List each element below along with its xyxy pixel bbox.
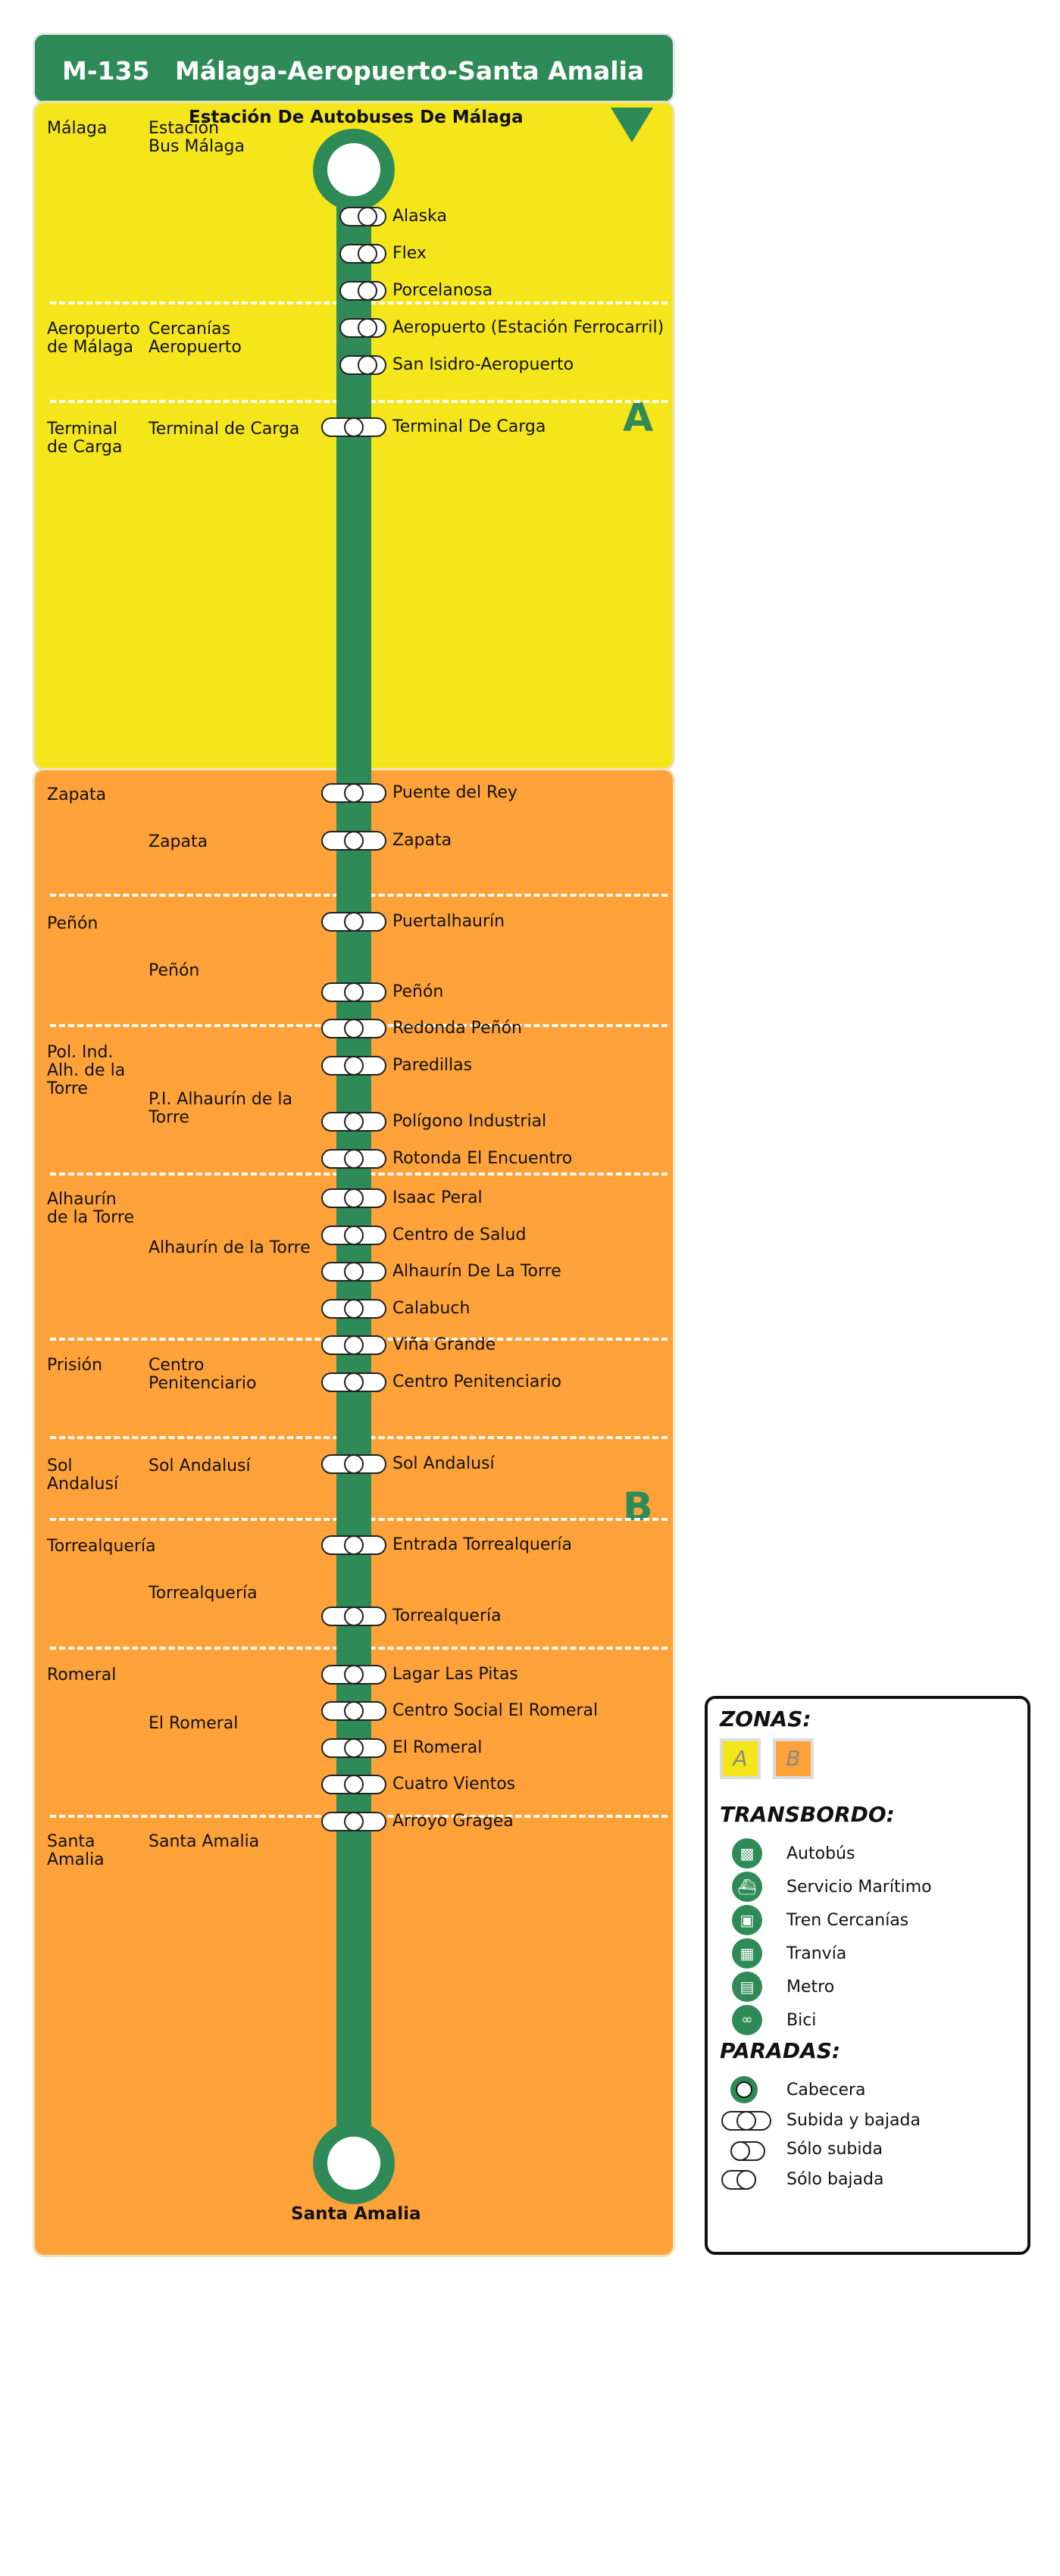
terminal-start-label: Estación De Autobuses De Málaga <box>189 108 524 127</box>
legend-box <box>705 1696 1030 2255</box>
stop-label: Puertalhaurín <box>392 912 505 931</box>
stop-label: Calabuch <box>392 1299 471 1318</box>
stop-label: Torrealquería <box>392 1606 502 1625</box>
stop-marker <box>321 1454 386 1474</box>
subida-bajada-icon <box>721 2109 771 2132</box>
stop-marker <box>321 1112 386 1132</box>
nucleo-label: Santa Amalia <box>149 1832 260 1851</box>
nucleo-label: Cercanías Aeropuerto <box>149 320 242 357</box>
legend-transbordo-item: Tren Cercanías <box>786 1911 909 1930</box>
stop-label: Centro de Salud <box>392 1226 527 1244</box>
legend-transbordo-item: Bici <box>786 2011 817 2030</box>
nucleo-label: Sol Andalusí <box>149 1457 251 1475</box>
stop-label: Isaac Peral <box>392 1188 483 1207</box>
legend-paradas-title: PARADAS: <box>720 2038 841 2063</box>
nucleo-label: Estación Bus Málaga <box>149 119 245 156</box>
municipality-label: Zapata <box>47 785 107 804</box>
bus-icon: ▩ <box>732 1838 762 1869</box>
stop-marker <box>321 417 386 437</box>
stop-marker <box>321 831 386 851</box>
nucleo-label: Centro Penitenciario <box>149 1356 257 1393</box>
municipality-label: Torrealquería <box>47 1537 156 1556</box>
terminal-start-marker <box>313 129 395 211</box>
stop-marker <box>339 318 386 338</box>
municipality-label: Pol. Ind. Alh. de la Torre <box>47 1043 126 1098</box>
stop-marker <box>321 982 386 1002</box>
nucleo-label: Zapata <box>149 832 208 851</box>
legend-transbordo-title: TRANSBORDO: <box>720 1802 895 1827</box>
solo-bajada-icon <box>721 2169 759 2191</box>
municipality-label: Romeral <box>47 1666 117 1685</box>
ferry-icon: ⛴ <box>732 1872 762 1902</box>
stop-label: Lagar Las Pitas <box>392 1665 518 1684</box>
stop-marker <box>321 1149 386 1169</box>
municipality-label: Terminal de Carga <box>47 420 123 457</box>
terminal-end-label: Santa Amalia <box>291 2204 421 2224</box>
stop-marker <box>321 1056 386 1076</box>
zone-b-label: B <box>623 1485 653 1530</box>
stop-label: Aeropuerto (Estación Ferrocarril) <box>392 318 664 337</box>
legend-zonas-title: ZONAS: <box>720 1706 811 1731</box>
stop-marker <box>321 912 386 932</box>
stop-label: Flex <box>392 244 427 263</box>
legend-zone-b-swatch: B <box>773 1738 814 1779</box>
municipality-label: Málaga <box>47 119 108 138</box>
solo-subida-icon <box>730 2140 768 2162</box>
legend-transbordo-item: Metro <box>786 1978 835 1997</box>
municipality-label: Peñón <box>47 914 98 933</box>
stop-label: Rotonda El Encuentro <box>392 1149 573 1168</box>
stop-label: San Isidro-Aeropuerto <box>392 355 574 374</box>
stop-label: El Romeral <box>392 1738 483 1757</box>
municipality-label: Prisión <box>47 1356 103 1375</box>
bicycle-icon: ∞ <box>732 2005 762 2035</box>
nucleo-label: Torrealquería <box>149 1584 258 1603</box>
stop-marker <box>321 1665 386 1685</box>
nucleo-label: Terminal de Carga <box>149 420 300 439</box>
stop-label: Alhaurín De La Torre <box>392 1262 561 1281</box>
stop-marker <box>321 1812 386 1831</box>
legend-parada-item: Sólo subida <box>786 2140 883 2159</box>
stop-label: Arroyo Gragea <box>392 1812 514 1831</box>
stop-label: Sol Andalusí <box>392 1454 495 1473</box>
stop-marker <box>339 207 386 226</box>
route-title: Málaga-Aeropuerto-Santa Amalia <box>175 56 645 86</box>
nucleo-label: El Romeral <box>149 1714 239 1733</box>
stop-marker <box>321 1335 386 1355</box>
stop-marker <box>321 1226 386 1245</box>
terminal-end-marker <box>313 2122 395 2204</box>
stop-label: Paredillas <box>392 1056 473 1075</box>
stop-marker <box>321 1738 386 1758</box>
stop-marker <box>321 1188 386 1208</box>
stop-label: Puente del Rey <box>392 783 517 802</box>
stop-marker <box>321 1372 386 1392</box>
train-icon: ▣ <box>732 1905 762 1935</box>
nucleo-label: Alhaurín de la Torre <box>149 1238 311 1257</box>
stop-label: Cuatro Vientos <box>392 1775 516 1794</box>
cabecera-icon <box>730 2076 758 2103</box>
legend-zone-a-swatch: A <box>720 1738 761 1779</box>
stop-label: Entrada Torrealquería <box>392 1535 573 1554</box>
stop-marker <box>321 1535 386 1555</box>
stop-marker <box>339 244 386 264</box>
route-header <box>35 35 673 101</box>
stop-marker <box>339 355 386 375</box>
legend-transbordo-item: Autobús <box>786 1844 855 1863</box>
stop-marker <box>321 1701 386 1721</box>
municipality-label: Sol Andalusí <box>47 1457 119 1494</box>
legend-parada-item: Cabecera <box>786 2081 866 2100</box>
stop-marker <box>321 1019 386 1038</box>
municipality-label: Alhaurín de la Torre <box>47 1190 134 1227</box>
stop-label: Polígono Industrial <box>392 1112 547 1131</box>
legend-transbordo-item: Servicio Marítimo <box>786 1878 932 1897</box>
stop-marker <box>321 783 386 803</box>
stop-label: Redonda Peñón <box>392 1019 523 1038</box>
stop-label: Zapata <box>392 831 452 850</box>
stop-label: Alaska <box>392 207 447 226</box>
stop-marker <box>321 1299 386 1319</box>
stop-label: Terminal De Carga <box>392 417 546 436</box>
nucleo-label: Peñón <box>149 961 200 980</box>
stop-label: Peñón <box>392 982 444 1001</box>
stop-marker <box>321 1775 386 1794</box>
stop-marker <box>339 281 386 301</box>
direction-arrow-icon <box>611 108 653 142</box>
municipality-label: Aeropuerto de Málaga <box>47 320 140 357</box>
tram-icon: ▦ <box>732 1938 762 1969</box>
stop-marker <box>321 1606 386 1626</box>
stop-marker <box>321 1262 386 1282</box>
stop-label: Centro Penitenciario <box>392 1372 561 1391</box>
stop-label: Porcelanosa <box>392 281 493 300</box>
stop-label: Centro Social El Romeral <box>392 1701 599 1720</box>
route-code: M-135 <box>62 56 150 86</box>
stop-label: Viña Grande <box>392 1335 496 1354</box>
legend-parada-item: Sólo bajada <box>786 2170 884 2189</box>
municipality-label: Santa Amalia <box>47 1832 105 1869</box>
nucleo-label: P.I. Alhaurín de la Torre <box>149 1090 293 1127</box>
zone-a-label: A <box>623 395 654 441</box>
metro-icon: ▤ <box>732 1972 762 2002</box>
legend-parada-item: Subida y bajada <box>786 2111 921 2130</box>
legend-transbordo-item: Tranvía <box>786 1944 847 1963</box>
